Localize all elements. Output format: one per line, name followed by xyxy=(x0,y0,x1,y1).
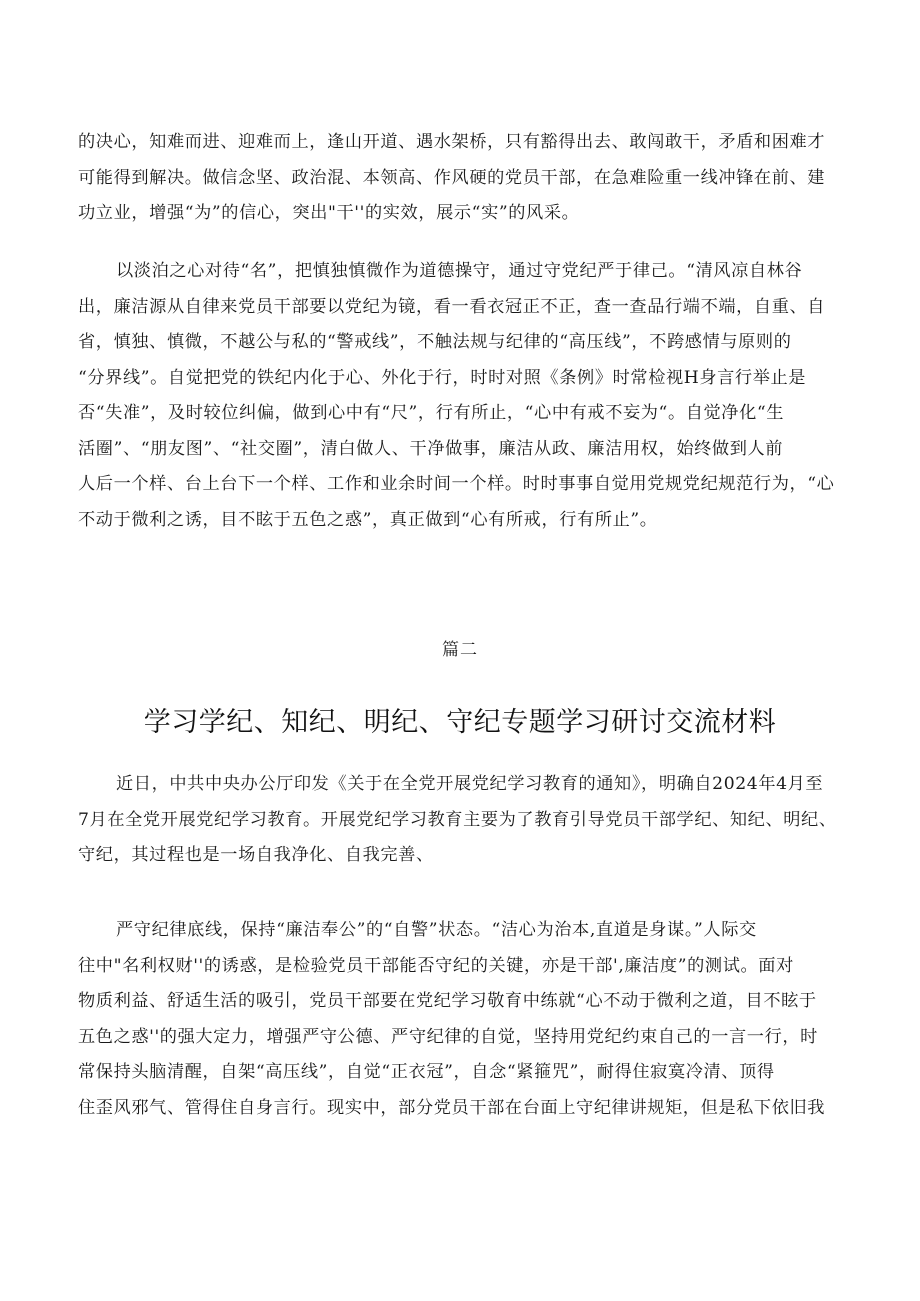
text-line: 往中"名利权财''的诱惑，是检验党员干部能否守纪的关键，亦是干部',廉洁度”的测试。面对 xyxy=(78,955,794,976)
text-line: 功立业，增强“为”的信心，突出"干''的实效，展示“实”的风采。 xyxy=(78,203,580,223)
text-line: 省，慎独、慎微，不越公与私的“警戒线”，不触法规与纪律的“高压线”，不跨感情与原则的 xyxy=(78,332,792,352)
text-line: 以淡泊之心对待“名”，把慎独慎微作为道德操守，通过守党纪严于律己。“清风凉自林谷 xyxy=(116,261,803,281)
text-line: 住歪风邪气、管得住自身言行。现实中，部分党员干部在台面上守纪律讲规矩，但是私下依旧我 xyxy=(78,1097,826,1118)
document-title: 学习学纪、知纪、明纪、守纪专题学习研讨交流材料 xyxy=(143,707,777,738)
text-line: 7月在全党开展党纪学习教育。开展党纪学习教育主要为了教育引导党员干部学纪、知纪、明纪、 xyxy=(78,809,837,830)
text-line: 五色之惑''的强大定力，增强严守公德、严守纪律的自觉，坚持用党纪约束自己的一言一行，时 xyxy=(78,1026,818,1047)
text-line: 人后一个样、台上台下一个样、工作和业余时间一个样。时时事事自觉用党规党纪规范行为，“心 xyxy=(78,474,835,494)
text-line: 的决心，知难而进、迎难而上，逢山开道、遇水架桥，只有豁得出去、敢闯敢干，矛盾和困难才 xyxy=(78,132,826,152)
paragraph-3 xyxy=(78,767,853,874)
text-line: 出，廉洁源从自律来党员干部要以党纪为镜，看一看衣冠正不正，查一查品行端不端，自重、自 xyxy=(78,296,826,317)
text-line: 严守纪律底线，保持“廉洁奉公”的“自警”状态。“洁心为治本,直道是身谋。”人际交 xyxy=(116,920,757,940)
paragraph-2 xyxy=(78,254,853,538)
text-line: 近日，中共中央办公厅印发《关于在全党开展党纪学习教育的通知》，明确自2024年4月至 xyxy=(116,774,824,794)
text-line: 可能得到解决。做信念坚、政治混、本领高、作风硬的党员干部，在急难险重一线冲锋在前、建 xyxy=(78,167,826,188)
paragraph-4 xyxy=(78,913,853,1126)
text-line: 活圈”、“朋友图”、“社交圈”，清白做人、干净做事，廉洁从政、廉洁用权，始终做到人前 xyxy=(78,438,784,459)
text-line: “分界线”。自觉把党的铁纪内化于心、外化于行，时时对照《条例》时常检视H身言行举止是 xyxy=(78,367,807,388)
section-label: 篇二 xyxy=(442,640,478,660)
text-line: 守纪，其过程也是一场自我净化、自我完善、 xyxy=(78,845,434,865)
paragraph-1 xyxy=(78,125,853,232)
text-line: 常保持头脑清醒，自架“高压线”，自觉“正衣冠”，自念“紧箍咒”，耐得住寂寞冷清、顶得 xyxy=(78,1062,775,1082)
text-line: 物质利益、舒适生活的吸引，党员干部要在党纪学习敬育中练就“心不动于微利之道，目不眩于 xyxy=(78,991,817,1011)
text-line: 否“失准”，及时较位纠偏，做到心中有“尺”，行有所止，“心中有戒不妄为“。自觉净化“生 xyxy=(78,403,785,423)
text-line: 不动于微利之诱，目不眩于五色之惑”，真正做到“心有所戒，行有所止”。 xyxy=(78,509,658,530)
